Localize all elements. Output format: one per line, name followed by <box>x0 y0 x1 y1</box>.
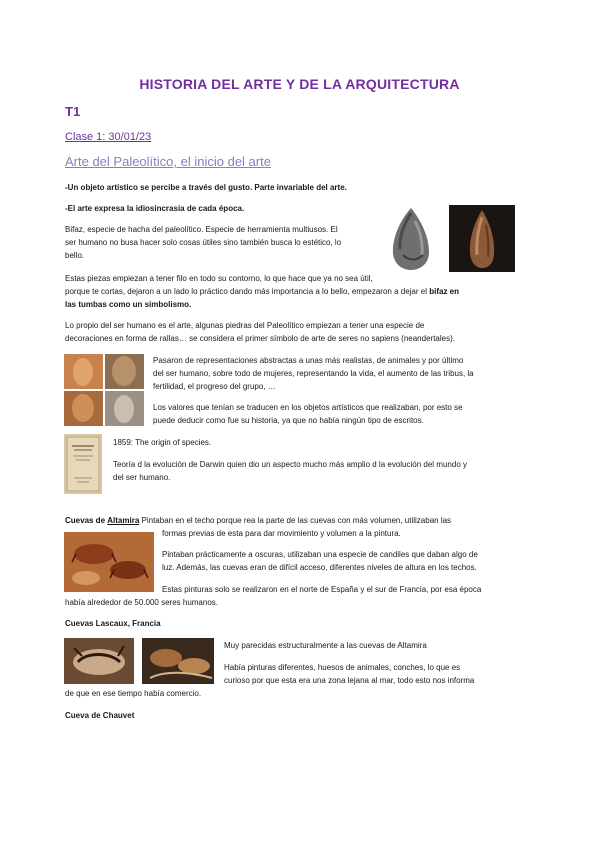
altamira-cave-painting-image <box>64 532 154 592</box>
bifaz-stone-image <box>387 205 435 272</box>
altamira-label: Altamira <box>107 516 140 525</box>
topic-heading-link[interactable]: Arte del Paleolítico, el inicio del arte <box>65 154 271 169</box>
paragraph-valores-line2: puede deducir como fue su historia, ya que no había ningún tipo de escritos. <box>153 416 424 425</box>
figurines-collage-image <box>64 354 144 426</box>
paragraph-habia-line2: curioso por que esta era una zona lejana al mar, todo esto nos informa <box>224 676 475 685</box>
paragraph-bifaz-line2: ser humano no busa hacer solo cosas útiles sino también busca lo estético, lo <box>65 238 342 247</box>
paragraph-bifaz-line3: bello. <box>65 251 85 260</box>
paragraph-propio-line1: Lo propio del ser humano es el arte, algunas piedras del Paleolítico empiezan a tener una especie de <box>65 321 425 330</box>
lascaux-image-2 <box>142 638 214 684</box>
paragraph-piezas-line2 <box>65 285 459 298</box>
paragraph-cuevas-line1 <box>65 514 451 527</box>
lascaux-image-1 <box>64 638 134 684</box>
paragraph-habia-line3: de que en ese tiempo había comercio. <box>65 689 202 698</box>
paragraph-origin: 1859: The origin of species. <box>113 438 212 447</box>
paragraph-piezas-line3: las tumbas como un simbolismo. <box>65 300 192 309</box>
origin-of-species-book-image <box>64 434 102 494</box>
paragraph-propio-line2: decoraciones en forma de rallas… se considera el primer símbolo de arte de seres no sapiens (neandertales). <box>65 334 455 343</box>
paragraph-idiosincrasia: -El arte expresa la idiosincrasia de cada época. <box>65 204 245 213</box>
class-date-link[interactable]: Clase 1: 30/01/23 <box>65 131 152 143</box>
piezas-text: porque te cortas, dejaron a un lado lo práctico dando más importancia a lo bello, empezaron a dejar el <box>65 287 427 296</box>
paragraph-oscuras-line2: luz. Además, las cuevas eran de difícil acceso, diferentes niveles de altura en los techos. <box>162 563 477 572</box>
paragraph-parecidas: Muy parecidas estructuralmente a las cuevas de Altamira <box>224 641 427 650</box>
paragraph-cuevas-line2: formas previas de esta para dar movimiento y volumen a la pintura. <box>162 529 401 538</box>
paragraph-norte-line1: Estas pinturas solo se realizaron en el norte de España y el sur de Francia, por esa época <box>162 585 482 594</box>
paragraph-bifaz-line1: Bifaz, especie de hacha del paleolítico. Especie de herramienta multiusos. El <box>65 225 338 234</box>
paragraph-valores-line1: Los valores que tenían se traducen en los objetos artísticos que realizaban, por esto se <box>153 403 463 412</box>
cuevas-label: Cuevas de <box>65 516 106 525</box>
document-title: HISTORIA DEL ARTE Y DE LA ARQUITECTURA <box>139 76 460 92</box>
cuevas-text: Pintaban en el techo porque rea la parte de las cuevas con más volumen, utilizaban las <box>141 516 452 525</box>
paragraph-objeto: -Un objeto artístico se percibe a través del gusto. Parte invariable del arte. <box>65 183 347 192</box>
piezas-bold-a: bifaz en <box>429 287 460 296</box>
paragraph-darwin-line1: Teoría d la evolución de Darwin quien dio un aspecto mucho más amplio d la evolución del mundo y <box>113 460 467 469</box>
paragraph-pasaron-line1: Pasaron de representaciones abstractas a unas más realistas, de animales y por último <box>153 356 464 365</box>
paragraph-habia-line1: Había pinturas diferentes, huesos de animales, conches, lo que es <box>224 663 461 672</box>
paragraph-pasaron-line2: del ser humano, sobre todo de mujeres, representando la vida, el aumento de las tribus, la <box>153 369 474 378</box>
lascaux-heading: Cuevas Lascaux, Francia <box>65 619 161 628</box>
paragraph-darwin-line2: del ser humano. <box>113 473 171 482</box>
paragraph-pasaron-line3: fertilidad, el progreso del grupo, … <box>153 382 276 391</box>
chauvet-heading: Cueva de Chauvet <box>65 711 135 720</box>
section-label: T1 <box>65 104 81 119</box>
paragraph-oscuras-line1: Pintaban prácticamente a oscuras, utilizaban una especie de candiles que daban algo de <box>162 550 478 559</box>
bifaz-dark-image <box>449 205 515 272</box>
paragraph-piezas-line1: Estas piezas empiezan a tener filo en todo su contorno, lo que hace que ya no sea útil, <box>65 274 373 283</box>
paragraph-norte-line2: había alrededor de 50.000 seres humanos. <box>65 598 218 607</box>
